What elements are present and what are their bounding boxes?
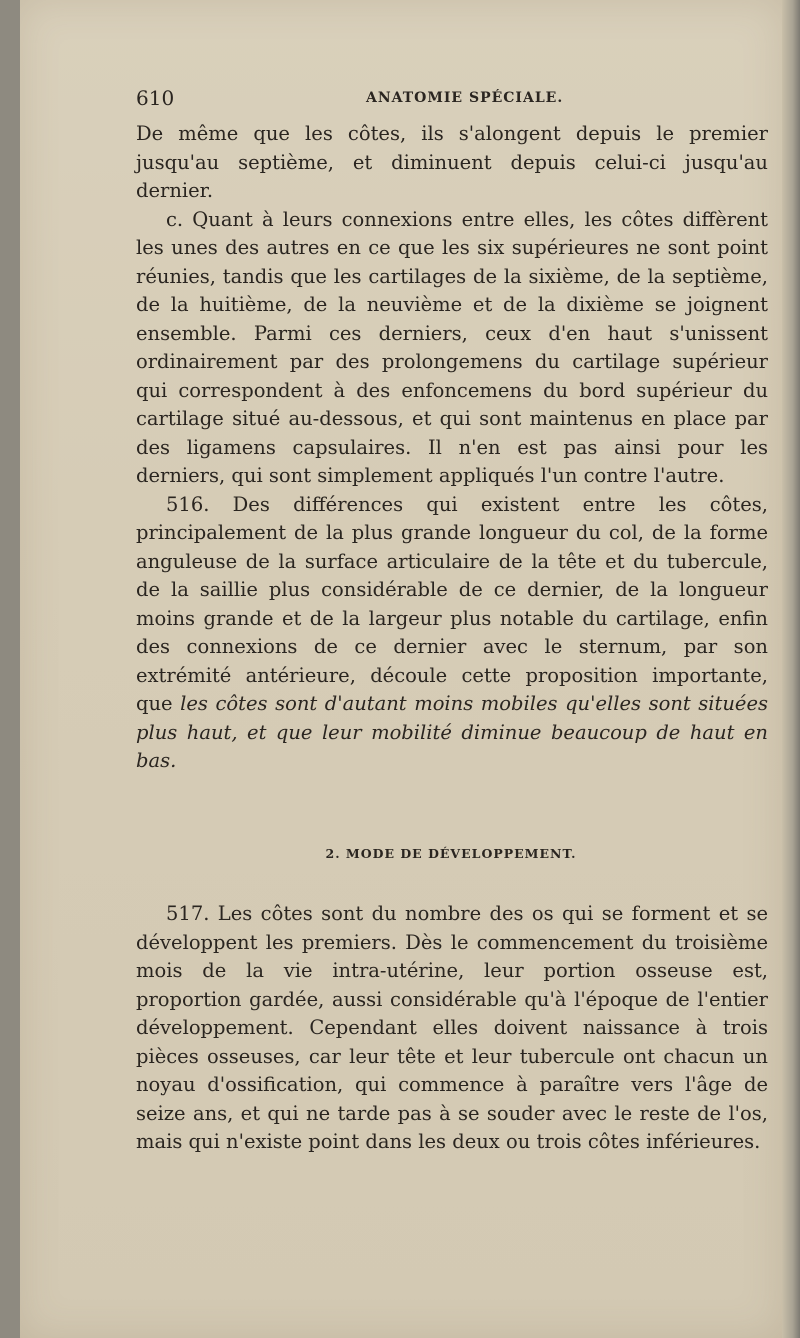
paragraph-3 (136, 491, 768, 776)
paragraph-2: c. Quant à leurs connexions entre elles, les côtes diffèrent les unes des autres en ce que les six supérieures ne sont point réunies, tandis que les cartilages de la sixième, de la septième, de la huitième, de la neuvième et de la dixième se joignent ensemble. Parmi ces derniers, ceux d'en haut s'unissent ordinairement par des prolongemens du cartilage supérieur qui correspondent à des enfoncemens du bord supérieur du cartilage situé au-dessous, et qui sont maintenus en place par des ligamens capsulaires. Il n'en est pas ainsi pour les derniers, qui sont simplement appliqués l'un contre l'autre. (136, 207, 768, 487)
page-number: 610 (136, 86, 175, 110)
paragraph-3-text: 516. Des différences qui existent entre les côtes, principalement de la plus grande longueur du col, de la forme anguleuse de la surface articulaire de la tête et du tubercule, de la saillie plus considérable de ce dernier, de la longueur moins grande et de la largeur plus notable du cartilage, enfin des connexions de ce dernier avec le sternum, par son extrémité antérieure, découle cette proposition importante, que (136, 492, 768, 715)
paragraph-4: 517. Les côtes sont du nombre des os qui se forment et se développent les premiers. Dès le commencement du troisième mois de la vie intra-utérine, leur portion osseuse est, proportion gardée, aussi considérable qu'à l'époque de l'entier développement. Cependant elles doivent naissance à trois pièces osseuses, car leur tête et leur tubercule ont chacun un noyau d'ossification, qui commence à paraître vers l'âge de seize ans, et qui ne tarde pas à se souder avec le reste de l'os, mais qui n'existe point dans les deux ou trois côtes inférieures. (136, 902, 768, 1153)
page-header (136, 86, 766, 112)
text-block-top (136, 120, 768, 776)
paragraph-3-italic: les côtes sont d'autant moins mobiles qu'elles sont situées plus haut, et que leur mobilité diminue beaucoup de haut en bas. (136, 692, 769, 772)
paragraph-1: De même que les côtes, ils s'alongent depuis le premier jusqu'au septième, et diminuent depuis celui-ci jusqu'au dernier. (136, 122, 768, 202)
text-block-bottom (136, 900, 768, 1157)
section-heading: 2. MODE DE DÉVELOPPEMENT. (325, 846, 577, 861)
page-edge (782, 0, 800, 1338)
running-title: ANATOMIE SPÉCIALE. (366, 90, 564, 106)
